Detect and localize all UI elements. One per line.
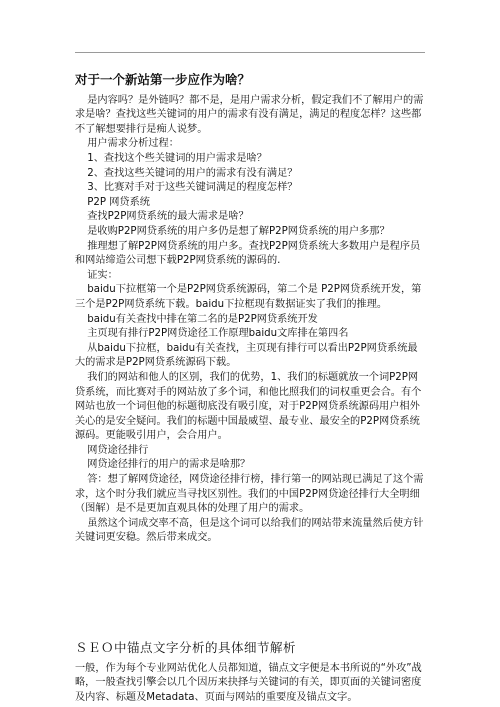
paragraph: 主页现有排行P2P网贷途径工作原理baidu文库排在第四名 xyxy=(87,328,349,340)
header-rule xyxy=(75,52,425,53)
section2-title: ＳＥＯ中锚点文字分析的具体细节解析 xyxy=(75,640,297,656)
list-item: 1、查找这个些关键词的用户需求是啥？ xyxy=(87,153,267,164)
section1-title: 对于一个新站第一步应作为啥？ xyxy=(75,72,251,87)
section-spacer xyxy=(75,546,425,640)
paragraph: baidu有关查找中排在第二名的是P2P网贷系统开发 xyxy=(87,313,318,325)
paragraph: 虽然这个词成交率不高，但是这个词可以给我们的网站带来流量然后使方针关键词更安稳。然后带来成交。 xyxy=(75,517,424,544)
paragraph: 查找P2P网贷系统的最大需求是啥？ xyxy=(87,211,249,223)
paragraph: 我们的网站和他人的区别，我们的优势，1、我们的标题就放一个词P2P网贷系统，而比赛对手的网站放了多个词，和他比照我们的词权重更会合。有个网站也放一个词但他的标题彻底没有吸引度，对于P2P网贷系统源码用户相外关心的是安全疑问。我们的标题中国最威望、最专业、最安全的P2P网贷系统源码。更能吸引用户，会合用户。 xyxy=(75,371,422,442)
paragraph: 用户需求分析过程： xyxy=(87,138,179,150)
paragraph: 是收购P2P网贷系统的用户多仍是想了解P2P网贷系统的用户多那？ xyxy=(87,225,390,237)
paragraph: 是内容吗？是外链吗？都不是，是用户需求分析，假定我们不了解用户的需求是啥？查找这些关键词的用户的需求有没有满足，满足的程度怎样？这些都不了解想要排行是痴人说梦。 xyxy=(75,94,424,135)
list-item: 3、比赛对手对于这些关键词满足的程度怎样？ xyxy=(87,182,298,194)
paragraph: 一般，作为每个专业网站优化人员都知道，锚点文字便是本书所说的“外攻”战略，一般查找引擎会以几个因历来抉择与关键词的有关，即页面的关键词密度及内容、标题及Metadata、页面与网站的重要度及锚点文字。 xyxy=(75,662,422,703)
paragraph: P2P 网贷系统 xyxy=(87,196,150,208)
paragraph: baidu下拉框第一个是P2P网贷系统源码，第二个是 P2P网贷系统开发，第三个是P2P网贷系统下载。baidu下拉框现有数据证实了我们的推理。 xyxy=(75,284,422,310)
paragraph: 网贷途径排行的用户的需求是啥那？ xyxy=(87,459,251,471)
document-content xyxy=(75,72,425,705)
paragraph: 从baidu下拉框，baidu有关查找，主页现有排行可以看出P2P网贷系统最大的需求是P2P网贷系统源码下载。 xyxy=(75,342,418,369)
paragraph: 网贷途径排行 xyxy=(87,444,149,456)
list-item: 2、查找这些关键词的用户的需求有没有满足？ xyxy=(87,167,298,179)
paragraph: 证实： xyxy=(87,269,118,281)
paragraph: 推理想了解P2P网贷系统的用户多。查找P2P网贷系统大多数用户是程序员和网站缔造公司想下载P2P网贷系统的源码的. xyxy=(75,240,421,267)
paragraph: 答：想了解网贷途径，网贷途径排行榜，排行第一的网站现已满足了这个需求，这个时分我们就应当寻找区别性。我们的中国P2P网贷途径排行大全明细（图解）是不是更加直观具体的处理了用户的需求。 xyxy=(75,474,424,515)
